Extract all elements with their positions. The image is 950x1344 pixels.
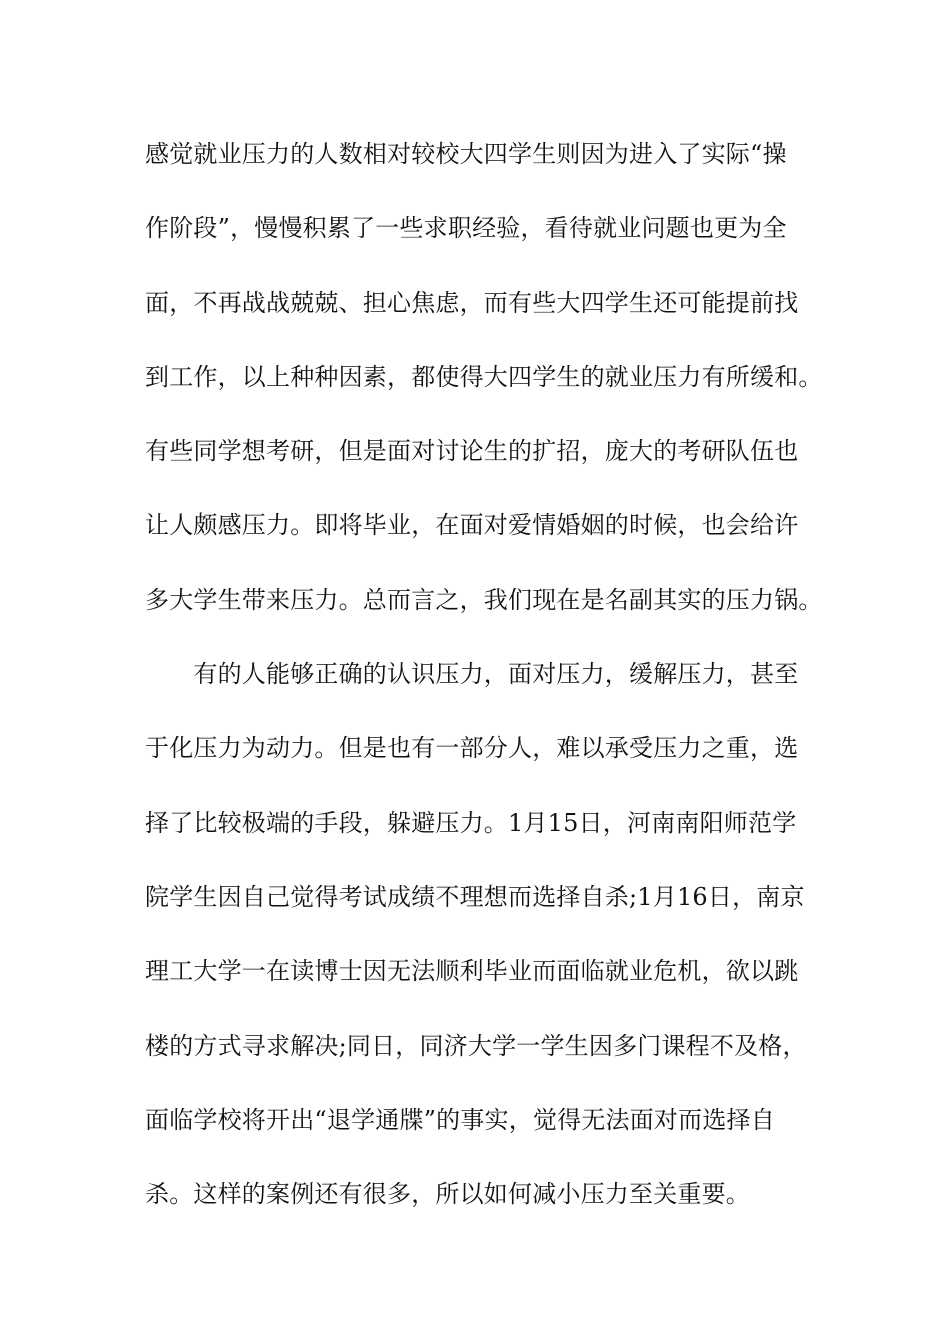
document-body — [145, 134, 825, 1248]
text-line: 理工大学一在读博士因无法顺利毕业而面临就业危机，欲以跳 — [145, 957, 799, 986]
text-line: 面临学校将开出“退学通牒”的事实，觉得无法面对而选择自 — [145, 1105, 775, 1134]
text-line: 有些同学想考研，但是面对讨论生的扩招，庞大的考研队伍也 — [145, 437, 799, 466]
text-line: 楼的方式寻求解决;同日，同济大学一学生因多门课程不及格， — [145, 1031, 807, 1060]
text-line: 到工作，以上种种因素，都使得大四学生的就业压力有所缓和。 — [145, 362, 823, 391]
text-line: 院学生因自己觉得考试成绩不理想而选择自杀;1月16日，南京 — [145, 882, 805, 911]
text-line: 于化压力为动力。但是也有一部分人，难以承受压力之重，选 — [145, 734, 799, 763]
text-line: 有的人能够正确的认识压力，面对压力，缓解压力，甚至 — [145, 660, 799, 689]
text-line: 择了比较极端的手段，躲避压力。1月15日，河南南阳师范学 — [145, 808, 797, 837]
text-line: 面，不再战战兢兢、担心焦虑，而有些大四学生还可能提前找 — [145, 288, 799, 317]
text-line: 作阶段”，慢慢积累了一些求职经验，看待就业问题也更为全 — [145, 214, 787, 243]
text-line: 杀。这样的案例还有很多，所以如何减小压力至关重要。 — [145, 1180, 750, 1209]
text-line: 多大学生带来压力。总而言之，我们现在是名副其实的压力锅。 — [145, 585, 823, 614]
text-line: 让人颇感压力。即将毕业，在面对爱情婚姻的时候，也会给许 — [145, 511, 799, 540]
text-line: 感觉就业压力的人数相对较校大四学生则因为进入了实际“操 — [145, 140, 787, 168]
